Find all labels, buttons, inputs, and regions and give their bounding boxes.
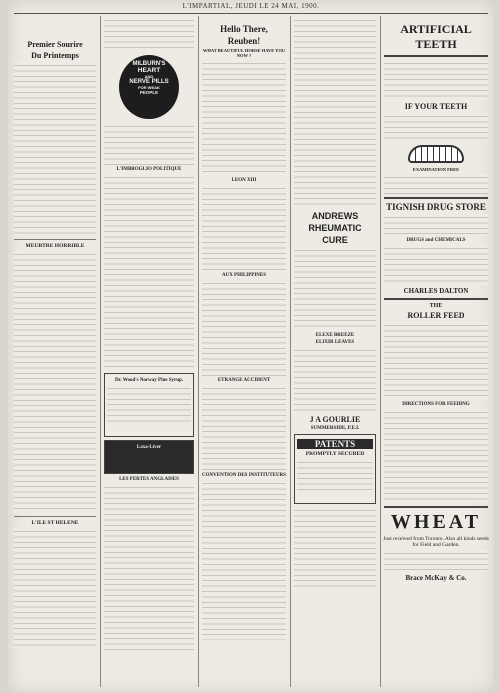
seller-place: SUMMERSIDE, P.E.I. [310, 426, 360, 431]
column-3 [200, 16, 288, 689]
poem-text [14, 62, 96, 236]
ad-subtitle: Just received from Toronto. Also all kinds seeds for Field and Garden. [383, 536, 489, 548]
rule [384, 197, 488, 199]
ad-text [297, 459, 373, 493]
rule [384, 55, 488, 57]
rule [384, 298, 488, 300]
ad-title: IF YOUR TEETH [404, 102, 468, 111]
article-text [104, 17, 194, 51]
ad-title: Dr. Wood's Norway Pine Syrup. [114, 378, 184, 383]
ad-text [384, 550, 488, 572]
ad-text [384, 322, 488, 400]
article-headline: L'ILE ST HELENE [31, 520, 79, 526]
ad-line: MILBURN'S [132, 61, 166, 67]
column-1 [12, 16, 98, 689]
seller-name: J A GOURLIE [309, 415, 361, 424]
article-headline: LEON XIII [231, 178, 257, 183]
poem-subtitle: Du Printemps [31, 51, 79, 60]
ad-line: FOR WEAK [138, 85, 160, 90]
article-headline: MEURTRE HORRIBLE [25, 243, 85, 249]
ad-text [384, 245, 488, 285]
article-headline: LES PERTES ANGLAISES [119, 477, 179, 482]
laxa-liver-ad [104, 440, 194, 474]
ad-text [107, 385, 191, 425]
ad-signature: CHARLES DALTON [403, 287, 469, 295]
article-text [294, 347, 376, 413]
article-headline: CONVENTION DES INSTITUTEURS [202, 473, 286, 478]
ad-title: PATENTS [297, 439, 373, 449]
ad-headline: Reuben! [227, 36, 261, 46]
ad-line: NERVE PILLS [129, 79, 169, 85]
ad-title: TIGNISH DRUG STORE [386, 202, 486, 212]
article-text [202, 60, 286, 176]
masthead: L'IMPARTIAL, JEUDI LE 24 MAI, 1900. [182, 2, 320, 10]
ad-headline: CURE [322, 235, 348, 245]
article-text [202, 185, 286, 271]
newspaper-page [8, 0, 494, 693]
column-4 [292, 16, 378, 689]
article-text [202, 280, 286, 376]
article-text [104, 484, 194, 654]
ad-text [384, 113, 488, 141]
ad-line: HEART [137, 67, 161, 74]
ad-title: THE [429, 303, 443, 309]
article-text [14, 528, 96, 648]
article-headline: AUX PHILIPPINES [221, 273, 267, 278]
ad-headline: ANDREWS [311, 211, 359, 221]
ad-subtitle: PROMPTLY SECURED [305, 451, 365, 457]
article-text [294, 17, 376, 209]
article-text [104, 123, 194, 165]
column-divider [198, 16, 199, 687]
ad-text [384, 174, 488, 194]
ad-subheadline: WHAT BEAUTIFUL HORSE HAVE YOU NOW ? [202, 48, 286, 58]
ad-title: ROLLER FEED [407, 311, 465, 320]
poem-title: Premier Sourire [27, 40, 83, 49]
rule [14, 516, 96, 517]
column-2 [102, 16, 196, 689]
article-text [294, 247, 376, 331]
column-divider [100, 16, 101, 687]
ad-label: EXAMINATION FREE [412, 167, 460, 172]
article-text [202, 480, 286, 640]
ad-title: WHEAT [390, 511, 482, 533]
patents-ad [294, 434, 376, 504]
milburn-pills-ad [119, 55, 179, 119]
column-5 [382, 16, 490, 689]
ad-text [384, 214, 488, 236]
ad-line: AND [144, 74, 154, 79]
rule [14, 239, 96, 240]
article-headline: ETRANGE ACCIDENT [217, 378, 271, 383]
store-heading: ELEXE BREEZE [315, 333, 355, 338]
column-divider [380, 16, 381, 687]
ad-text [384, 409, 488, 503]
store-heading: ELIXIR LEAVES [315, 340, 355, 345]
article-text [294, 507, 376, 587]
ad-headline: Hello There, [220, 24, 268, 34]
rule [384, 506, 488, 508]
ad-subtitle: DRUGS and CHEMICALS [406, 238, 466, 243]
ad-signature: Brace McKay & Co. [405, 574, 467, 582]
article-text [104, 174, 194, 370]
ad-title: ARTIFICIAL TEETH [400, 22, 472, 51]
column-divider [290, 16, 291, 687]
ad-title: Laxa-Liver [136, 445, 162, 450]
article-text [202, 385, 286, 471]
article-headline: L'IMBROGLIO POLITIQUE [116, 167, 182, 172]
ad-text [384, 60, 488, 100]
norway-pine-syrup-ad [104, 373, 194, 437]
ad-subtitle: DIRECTIONS FOR FEEDING [402, 402, 470, 407]
article-text [14, 251, 96, 513]
ad-line: PEOPLE [139, 90, 159, 95]
masthead-rule [14, 13, 488, 14]
ad-headline: RHEUMATIC [308, 223, 362, 233]
teeth-illustration [408, 145, 464, 163]
